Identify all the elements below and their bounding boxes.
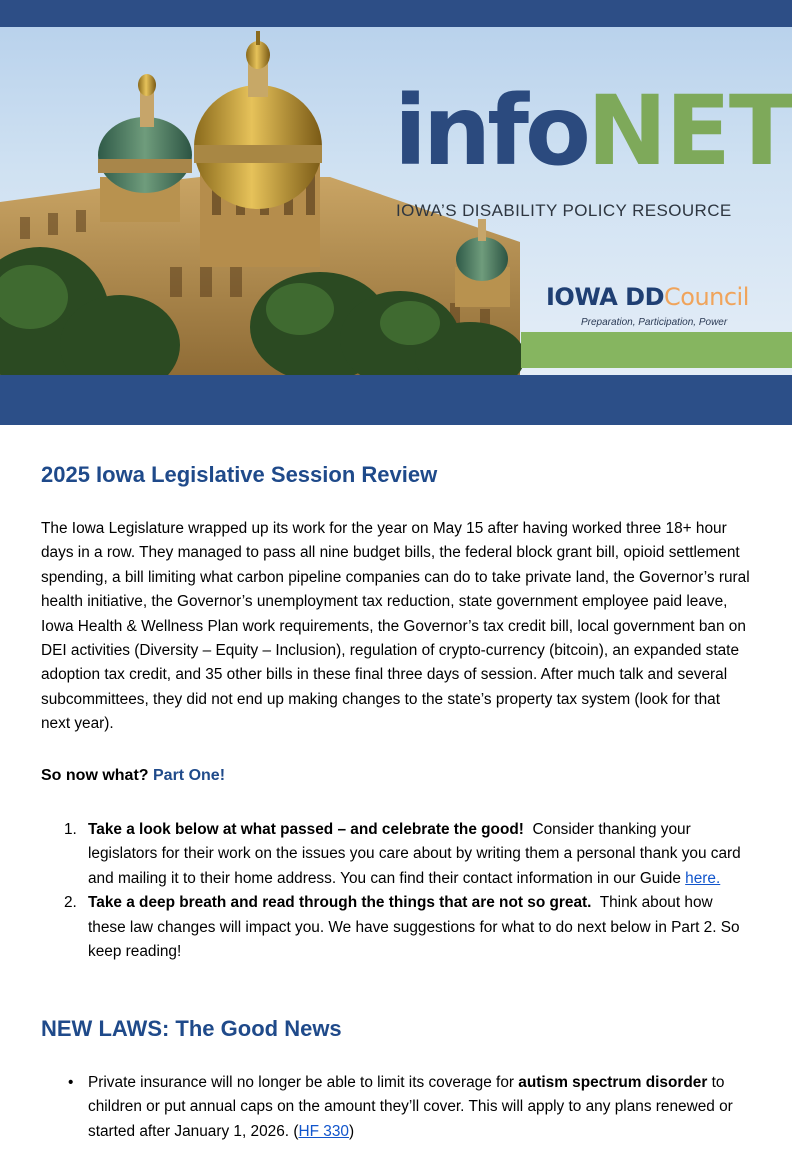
dd-council-logo	[546, 283, 749, 311]
list-item	[68, 1071, 753, 1144]
action-steps-list	[64, 818, 753, 964]
dd-council-word: Council	[664, 283, 749, 311]
list-item	[64, 818, 753, 891]
top-bar	[0, 0, 792, 27]
blue-divider-bar	[0, 375, 792, 425]
dd-council-tagline: Preparation, Participation, Power	[581, 317, 728, 328]
dd-council-iowa: IOWA DD	[546, 283, 664, 311]
so-now-what-text: So now what?	[41, 767, 149, 784]
header-banner	[0, 27, 792, 375]
green-accent-bar	[521, 332, 792, 368]
article-title: 2025 Iowa Legislative Session Review	[41, 462, 438, 487]
step-bold-text: Take a deep breath and read through the things that are not so great.	[88, 894, 592, 912]
step-bold-text: Take a look below at what passed – and celebrate the good!	[88, 821, 524, 838]
good-news-list	[68, 1071, 753, 1144]
infonet-logo	[394, 75, 792, 187]
list-item	[64, 891, 753, 964]
step-text: Consider thanking your legislators for their work on the issues you care about by writing them a personal thank you card and mailing it to their home address. You can find their contact information in our Guide	[88, 821, 741, 887]
item-text-post: to children or put annual caps on the amount they’ll cover. This will apply to any plans renewed or started after January 1, 2026. (	[88, 1074, 733, 1140]
list-number: 1.	[64, 821, 77, 838]
item-text-close: )	[348, 1122, 355, 1140]
bullet-icon: •	[68, 1074, 74, 1091]
item-bold-text: autism spectrum disorder	[518, 1074, 708, 1091]
list-number: 2.	[64, 894, 77, 912]
hf330-link[interactable]: HF 330	[298, 1122, 349, 1140]
logo-info-text: info	[394, 75, 587, 187]
item-text-pre: Private insurance will no longer be able to limit its coverage for	[88, 1074, 515, 1091]
intro-paragraph: The Iowa Legislature wrapped up its work for the year on May 15 after having worked three 18+ hour days in a row. They managed to pass all nine budget bills, the federal block grant bill, opioid settlement spending, a bill limiting what carbon pipeline companies can do to take private land, the Governor’s rural health initiative, the Governor’s unemployment tax reduction, state government employee paid leave, Iowa Health & Wellness Plan work requirements, the Governor’s tax credit bill, local government ban on DEI activities (Diversity – Equity – Inclusion), regulation of crypto-currency (bitcoin), an expanded state adoption tax credit, and 35 other bills in these final three days of session. After much talk and several subcommittees, they did not end up making changes to the state’s property tax system (look for that next year).	[41, 520, 750, 733]
logo-net-text: NET	[586, 75, 792, 187]
part-one-label: Part One!	[153, 767, 226, 784]
so-now-what-heading	[41, 767, 225, 785]
new-laws-heading: NEW LAWS: The Good News	[41, 1016, 342, 1041]
step-text: Think about how these law changes will impact you. We have suggestions for what to do next below in Part 2. So keep reading!	[88, 894, 740, 961]
logo-tagline: IOWA’S DISABILITY POLICY RESOURCE	[396, 201, 732, 220]
guide-here-link[interactable]: here.	[685, 869, 721, 887]
